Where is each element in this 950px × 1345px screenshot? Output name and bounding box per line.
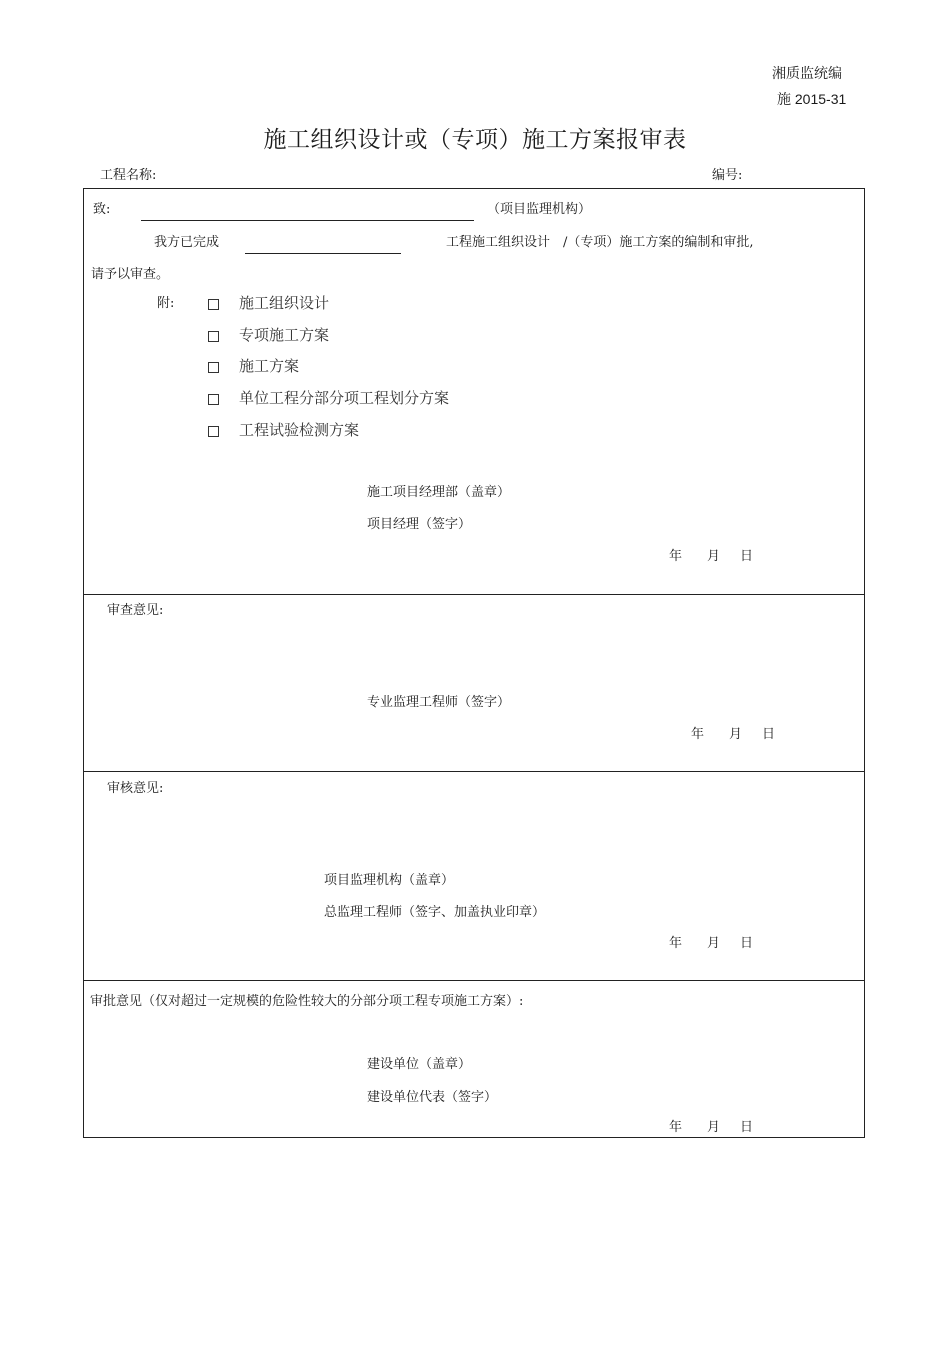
day-label: 日 [762, 727, 776, 742]
month-label: 月 [707, 549, 721, 564]
date-line [669, 545, 753, 564]
audit-opinion-label: 审核意见: [107, 781, 164, 796]
month-label: 月 [729, 727, 743, 742]
page-title: 施工组织设计或（专项）施工方案报审表 [263, 127, 687, 153]
date-line [669, 1116, 753, 1135]
year-label: 年 [669, 549, 683, 564]
number-label: 编号: [712, 168, 743, 183]
attachment-item: 单位工程分部分项工程划分方案 [239, 389, 450, 407]
owner-seal-label: 建设单位（盖章） [367, 1057, 472, 1072]
contractor-seal-label: 施工项目经理部（盖章） [367, 485, 511, 500]
form-org-code: 湘质监统编 [772, 65, 842, 81]
attachment-checkbox[interactable] [208, 422, 219, 441]
attachment-checkbox[interactable] [208, 327, 219, 346]
month-label: 月 [707, 1120, 721, 1135]
project-field[interactable] [245, 253, 401, 254]
checkbox-icon [208, 394, 219, 405]
attachment-checkbox[interactable] [208, 390, 219, 409]
checkbox-icon [208, 331, 219, 342]
day-label: 日 [740, 549, 754, 564]
project-manager-sign-label: 项目经理（签字） [367, 517, 472, 532]
section-divider [83, 771, 865, 772]
review-opinion-label: 审查意见: [107, 603, 164, 618]
attachment-label: 附: [157, 296, 175, 311]
project-name-label: 工程名称: [100, 168, 157, 183]
form-number-code: 施 2015-31 [777, 91, 847, 107]
checkbox-icon [208, 299, 219, 310]
attachment-item: 专项施工方案 [239, 326, 330, 344]
checkbox-icon [208, 426, 219, 437]
completed-prefix: 我方已完成 [154, 235, 220, 250]
date-line [669, 932, 753, 951]
date-line [691, 723, 775, 742]
attachment-item: 工程试验检测方案 [239, 421, 360, 439]
attachment-checkbox[interactable] [208, 358, 219, 377]
month-label: 月 [707, 936, 721, 951]
owner-rep-sign-label: 建设单位代表（签字） [367, 1090, 498, 1105]
section-divider [83, 980, 865, 981]
completed-suffix: 工程施工组织设计 /（专项）施工方案的编制和审批, [446, 235, 754, 250]
supervisor-engineer-sign-label: 专业监理工程师（签字） [367, 695, 511, 710]
to-suffix: （项目监理机构） [487, 202, 592, 217]
year-label: 年 [669, 1120, 683, 1135]
day-label: 日 [740, 936, 754, 951]
approval-opinion-label: 审批意见（仅对超过一定规模的危险性较大的分部分项工程专项施工方案）: [90, 994, 524, 1009]
attachment-checkbox[interactable] [208, 295, 219, 314]
attachment-item: 施工组织设计 [239, 294, 330, 312]
year-label: 年 [669, 936, 683, 951]
to-field[interactable] [141, 220, 474, 221]
chief-engineer-sign-label: 总监理工程师（签字、加盖执业印章） [324, 905, 546, 920]
to-label: 致: [93, 202, 111, 217]
year-label: 年 [691, 727, 705, 742]
request-review-text: 请予以审查。 [91, 267, 170, 282]
checkbox-icon [208, 362, 219, 373]
day-label: 日 [740, 1120, 754, 1135]
attachment-item: 施工方案 [239, 357, 300, 375]
section-divider [83, 594, 865, 595]
supervision-org-seal-label: 项目监理机构（盖章） [324, 873, 455, 888]
